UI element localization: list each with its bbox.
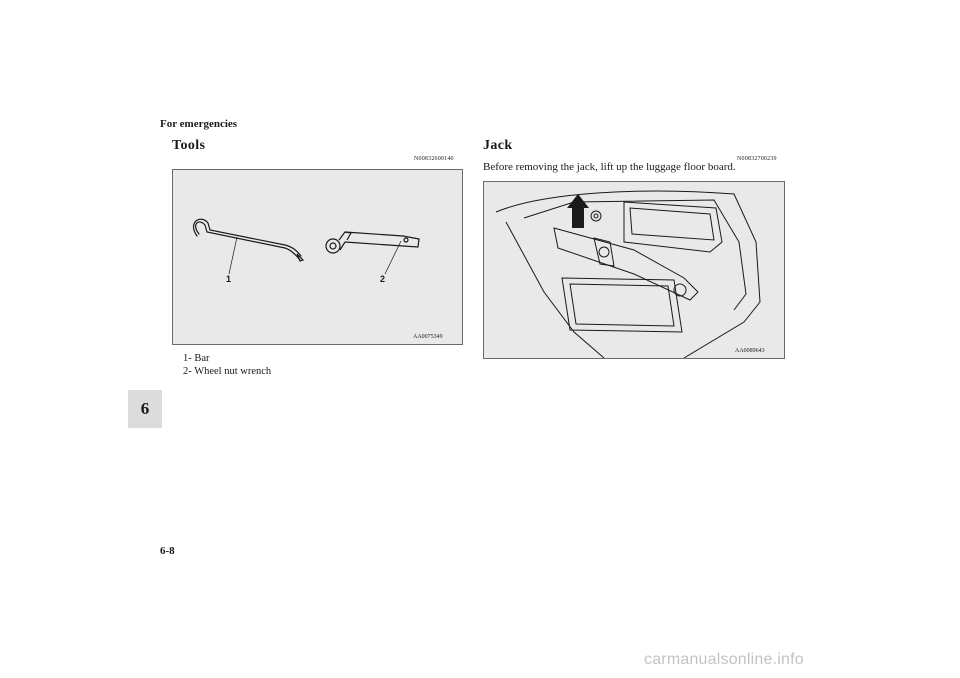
page-header: For emergencies <box>160 118 238 130</box>
callout-1: 1 <box>226 274 232 284</box>
legend-item <box>183 352 271 365</box>
footer-watermark[interactable]: carmanualsonline.info <box>644 651 804 668</box>
jack-title: Jack <box>483 138 513 153</box>
tools-title: Tools <box>172 138 206 153</box>
callout-leader-2 <box>385 241 401 274</box>
legend-number: 1- <box>183 353 192 364</box>
lift-arrow-icon <box>567 194 589 228</box>
tools-figure <box>172 169 463 345</box>
jack-figure-code: AA0089643 <box>735 348 765 354</box>
legend-label: Wheel nut wrench <box>194 366 272 377</box>
tools-illustration <box>173 170 462 344</box>
tools-section-code: N00832600140 <box>414 156 454 162</box>
jack-figure <box>483 181 785 359</box>
callout-2: 2 <box>380 274 386 284</box>
jack-section-code: N00832700239 <box>737 156 777 162</box>
bar-tool-drawing <box>194 219 303 261</box>
jack-illustration <box>484 182 784 358</box>
page-number: 6-8 <box>160 545 175 557</box>
wheel-nut-wrench-drawing <box>326 232 419 253</box>
tools-legend <box>183 352 271 378</box>
callout-leader-1 <box>229 237 237 274</box>
tools-figure-code: AA0075349 <box>413 334 443 340</box>
jack-instruction: Before removing the jack, lift up the luggage floor board. <box>483 161 736 173</box>
chapter-tab: 6 <box>128 390 162 428</box>
legend-item <box>183 365 271 378</box>
legend-label: Bar <box>194 353 210 364</box>
legend-number: 2- <box>183 366 192 377</box>
